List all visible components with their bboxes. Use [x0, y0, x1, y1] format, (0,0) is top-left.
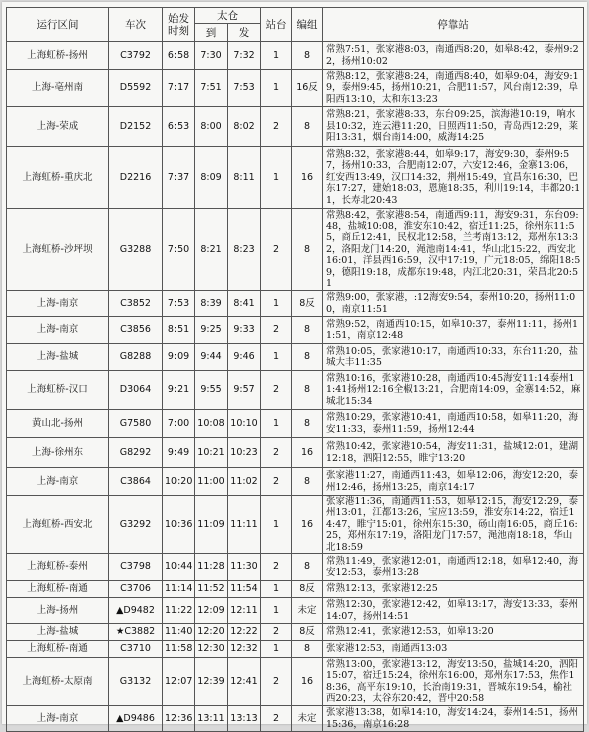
formation-cell: 8反	[292, 291, 323, 317]
table-row	[7, 658, 584, 706]
header-depart: 发	[228, 24, 261, 42]
route-cell: 上海-南京	[7, 706, 109, 732]
origin-time: 7:17	[163, 70, 195, 107]
route-cell: 上海-扬州	[7, 598, 109, 624]
platform-number: 1	[261, 641, 292, 658]
table-row	[7, 70, 584, 107]
stops-cell: 常熟10:29，张家港10:41，南通西10:58，如皋11:20，海安11:33，泰州11:59，扬州12:44	[323, 410, 584, 438]
table-body	[7, 42, 584, 732]
platform-number: 1	[261, 70, 292, 107]
taicang-depart: 9:57	[228, 371, 261, 410]
table-row	[7, 438, 584, 468]
origin-time: 10:20	[163, 468, 195, 496]
train-number: D5592	[109, 70, 163, 107]
taicang-depart: 9:33	[228, 317, 261, 344]
taicang-arrive: 11:52	[195, 581, 228, 598]
header-train: 车次	[109, 8, 163, 42]
train-number: G3288	[109, 209, 163, 291]
stops-cell: 常熟10:05，张家港10:17，南通西10:33，东台11:20，盐城大丰11:35	[323, 344, 584, 371]
platform-number: 1	[261, 344, 292, 371]
formation-cell: 8	[292, 107, 323, 147]
route-cell: 上海虹桥-太原南	[7, 658, 109, 706]
taicang-depart: 7:32	[228, 42, 261, 70]
taicang-arrive: 10:08	[195, 410, 228, 438]
formation-cell: 16	[292, 658, 323, 706]
taicang-depart: 12:32	[228, 641, 261, 658]
table-row	[7, 641, 584, 658]
train-number: G8292	[109, 438, 163, 468]
stops-cell: 常熟10:42，张家港10:54，海安11:31，盐城12:01，建湖12:18，泗阳12:55，睢宁13:20	[323, 438, 584, 468]
table-row	[7, 624, 584, 641]
stops-cell: 张家港11:36，南通西11:53，如皋12:15，海安12:29，泰州13:01，江都13:26，宝应13:59，淮安东14:22，宿迁14:47，睢宁15:01，徐州东15:30，砀山南16:05，商丘16:25，郑州东17:19，洛阳龙门17:57，渑池南18:18，华山北18:59	[323, 496, 584, 554]
header-formation: 编组	[292, 8, 323, 42]
taicang-arrive: 8:09	[195, 147, 228, 209]
train-number: D2216	[109, 147, 163, 209]
origin-time: 7:53	[163, 291, 195, 317]
taicang-arrive: 11:09	[195, 496, 228, 554]
platform-number: 2	[261, 209, 292, 291]
route-cell: 上海-荣成	[7, 107, 109, 147]
train-number: ▲D9486	[109, 706, 163, 732]
origin-time: 9:49	[163, 438, 195, 468]
table-row	[7, 468, 584, 496]
route-cell: 上海虹桥-西安北	[7, 496, 109, 554]
route-cell: 上海虹桥-南通	[7, 581, 109, 598]
platform-number: 1	[261, 291, 292, 317]
route-cell: 上海-南京	[7, 317, 109, 344]
stops-cell: 常熟10:16，张家港10:28，南通西10:45海安11:14泰州11:41扬州12:16全椒13:21，合肥南14:09，金寨14:52，麻城北15:34	[323, 371, 584, 410]
train-number: D2152	[109, 107, 163, 147]
taicang-depart: 8:41	[228, 291, 261, 317]
origin-time: 11:58	[163, 641, 195, 658]
stops-cell: 张家港12:53，南通西13:03	[323, 641, 584, 658]
train-number: C3864	[109, 468, 163, 496]
header-route: 运行区间	[7, 8, 109, 42]
formation-cell: 16反	[292, 70, 323, 107]
header-origin-time: 始发时刻	[163, 8, 195, 42]
taicang-arrive: 11:28	[195, 554, 228, 581]
taicang-arrive: 8:00	[195, 107, 228, 147]
platform-number: 2	[261, 317, 292, 344]
taicang-arrive: 12:20	[195, 624, 228, 641]
taicang-arrive: 10:21	[195, 438, 228, 468]
taicang-depart: 12:22	[228, 624, 261, 641]
table-row	[7, 317, 584, 344]
formation-cell: 8	[292, 554, 323, 581]
platform-number: 2	[261, 438, 292, 468]
taicang-depart: 7:53	[228, 70, 261, 107]
taicang-depart: 10:10	[228, 410, 261, 438]
formation-cell: 未定	[292, 706, 323, 732]
platform-number: 2	[261, 468, 292, 496]
train-number: ★C3882	[109, 624, 163, 641]
taicang-arrive: 11:00	[195, 468, 228, 496]
platform-number: 2	[261, 554, 292, 581]
formation-cell: 16	[292, 438, 323, 468]
train-number: C3856	[109, 317, 163, 344]
table-row	[7, 42, 584, 70]
taicang-arrive: 12:30	[195, 641, 228, 658]
train-number: C3710	[109, 641, 163, 658]
taicang-depart: 13:13	[228, 706, 261, 732]
taicang-depart: 10:23	[228, 438, 261, 468]
table-row	[7, 410, 584, 438]
taicang-depart: 8:23	[228, 209, 261, 291]
formation-cell: 8	[292, 641, 323, 658]
train-number: C3706	[109, 581, 163, 598]
train-number: D3064	[109, 371, 163, 410]
origin-time: 10:36	[163, 496, 195, 554]
platform-number: 2	[261, 706, 292, 732]
table-row	[7, 344, 584, 371]
header-stops: 停靠站	[323, 8, 584, 42]
route-cell: 上海-南京	[7, 468, 109, 496]
formation-cell: 8	[292, 468, 323, 496]
stops-cell: 常熟11:49，张家港12:01，南通西12:18，如皋12:40，海安12:53，泰州13:28	[323, 554, 584, 581]
stops-cell: 常熟8:21，张家港8:33，东台09:25，滨海港10:19，响水县10:32，连云港11:20，日照西11:50，青岛西12:29，莱阳13:31，烟台南14:00，威海14:25	[323, 107, 584, 147]
taicang-depart: 11:11	[228, 496, 261, 554]
table-header	[7, 8, 584, 42]
taicang-arrive: 9:25	[195, 317, 228, 344]
train-number: ▲D9482	[109, 598, 163, 624]
stops-cell: 常熟8:32，张家港8:44，如皋9:17，海安9:30，泰州9:57，扬州10:33，合肥南12:07，六安12:46，金寨13:06，红安西13:49，汉口14:32，荆州15:49，宜昌东16:30，巴东17:27，建始18:03，恩施18:35，利川19:14，丰都20:11，长寿北20:43	[323, 147, 584, 209]
route-cell: 上海虹桥-南通	[7, 641, 109, 658]
table-row	[7, 706, 584, 732]
taicang-depart: 11:54	[228, 581, 261, 598]
table-row	[7, 554, 584, 581]
header-taicang: 太仓	[195, 8, 261, 24]
stops-cell: 常熟12:13，张家港12:25	[323, 581, 584, 598]
taicang-depart: 12:11	[228, 598, 261, 624]
origin-time: 12:07	[163, 658, 195, 706]
stops-cell: 张家港13:38，如皋14:10，海安14:24，泰州14:51，扬州15:36，南京16:28	[323, 706, 584, 732]
taicang-arrive: 12:39	[195, 658, 228, 706]
route-cell: 上海-亳州南	[7, 70, 109, 107]
formation-cell: 8反	[292, 581, 323, 598]
route-cell: 上海-南京	[7, 291, 109, 317]
origin-time: 7:37	[163, 147, 195, 209]
stops-cell: 常熟9:00，张家港，:12海安9:54，泰州10:20，扬州11:00，南京11:51	[323, 291, 584, 317]
stops-cell: 常熟12:41，张家港12:53，如皋13:20	[323, 624, 584, 641]
platform-number: 2	[261, 624, 292, 641]
table-row	[7, 147, 584, 209]
route-cell: 黄山北-扬州	[7, 410, 109, 438]
taicang-depart: 11:30	[228, 554, 261, 581]
taicang-arrive: 12:09	[195, 598, 228, 624]
route-cell: 上海虹桥-泰州	[7, 554, 109, 581]
taicang-depart: 8:02	[228, 107, 261, 147]
taicang-depart: 9:46	[228, 344, 261, 371]
origin-time: 7:50	[163, 209, 195, 291]
train-number: C3792	[109, 42, 163, 70]
taicang-depart: 11:02	[228, 468, 261, 496]
origin-time: 9:09	[163, 344, 195, 371]
train-number: G8288	[109, 344, 163, 371]
formation-cell: 8	[292, 410, 323, 438]
table-row	[7, 598, 584, 624]
train-number: G3292	[109, 496, 163, 554]
route-cell: 上海虹桥-重庆北	[7, 147, 109, 209]
train-number: G7580	[109, 410, 163, 438]
header-platform: 站台	[261, 8, 292, 42]
formation-cell: 8	[292, 317, 323, 344]
origin-time: 9:21	[163, 371, 195, 410]
train-number: C3798	[109, 554, 163, 581]
timetable-sheet	[2, 2, 587, 730]
platform-number: 1	[261, 598, 292, 624]
table-row	[7, 291, 584, 317]
train-number: C3852	[109, 291, 163, 317]
platform-number: 2	[261, 371, 292, 410]
platform-number: 2	[261, 107, 292, 147]
stops-cell: 常熟12:30，张家港12:42，如皋13:17，海安13:33，泰州14:07，扬州14:51	[323, 598, 584, 624]
stops-cell: 常熟7:51，张家港8:03，南通西8:20，如皋8:42，泰州9:22，扬州10:02	[323, 42, 584, 70]
taicang-depart: 8:11	[228, 147, 261, 209]
taicang-depart: 12:41	[228, 658, 261, 706]
stops-cell: 张家港11:27，南通西11:43，如皋12:06，海安12:20，泰州12:46，扬州13:25，南京14:17	[323, 468, 584, 496]
route-cell: 上海-徐州东	[7, 438, 109, 468]
stops-cell: 常熟8:12，张家港8:24，南通西8:40，如皋9:04，海安9:19，泰州9:45，扬州10:21，合肥11:57，风台南12:39，阜阳西13:10，太和东13:23	[323, 70, 584, 107]
table-row	[7, 209, 584, 291]
origin-time: 11:14	[163, 581, 195, 598]
origin-time: 6:53	[163, 107, 195, 147]
formation-cell: 8	[292, 42, 323, 70]
origin-time: 11:22	[163, 598, 195, 624]
route-cell: 上海虹桥-沙坪坝	[7, 209, 109, 291]
formation-cell: 16	[292, 147, 323, 209]
route-cell: 上海虹桥-汉口	[7, 371, 109, 410]
table-row	[7, 581, 584, 598]
table-row	[7, 107, 584, 147]
taicang-arrive: 9:44	[195, 344, 228, 371]
platform-number: 1	[261, 581, 292, 598]
stops-cell: 常熟9:52，南通西10:15，如皋10:37，泰州11:11，扬州11:51，南京12:48	[323, 317, 584, 344]
table-row	[7, 496, 584, 554]
taicang-arrive: 8:39	[195, 291, 228, 317]
platform-number: 1	[261, 496, 292, 554]
formation-cell: 8	[292, 344, 323, 371]
table-row	[7, 371, 584, 410]
taicang-arrive: 7:30	[195, 42, 228, 70]
route-cell: 上海-盐城	[7, 624, 109, 641]
origin-time: 8:51	[163, 317, 195, 344]
taicang-arrive: 13:11	[195, 706, 228, 732]
formation-cell: 8	[292, 209, 323, 291]
platform-number: 1	[261, 147, 292, 209]
route-cell: 上海虹桥-扬州	[7, 42, 109, 70]
origin-time: 12:36	[163, 706, 195, 732]
formation-cell: 16	[292, 496, 323, 554]
train-number: G3132	[109, 658, 163, 706]
formation-cell: 未定	[292, 598, 323, 624]
platform-number: 1	[261, 410, 292, 438]
origin-time: 7:00	[163, 410, 195, 438]
taicang-arrive: 8:21	[195, 209, 228, 291]
taicang-arrive: 7:51	[195, 70, 228, 107]
stops-cell: 常熟8:42，张家港8:54，南通西9:11，海安9:31，东台09:48，盐城10:08，淮安东10:42，宿迁11:25，徐州东11:55，商丘12:41，民权北12:58，兰考南13:12，郑州东13:32，洛阳龙门14:20，渑池南14:41，华山北15:22，西安北16:01，洋县西16:59，汉中17:19，广元18:05，绵阳18:59，德阳19:18，成都东19:48，内江北20:31，荣昌北20:51	[323, 209, 584, 291]
header-arrive: 到	[195, 24, 228, 42]
origin-time: 6:58	[163, 42, 195, 70]
formation-cell: 8	[292, 371, 323, 410]
platform-number: 1	[261, 42, 292, 70]
timetable	[6, 7, 584, 732]
origin-time: 10:44	[163, 554, 195, 581]
stops-cell: 常熟13:00，张家港13:12，海安13:50，盐城14:20，泗阳15:07，宿迁15:24，徐州东16:00，郑州东17:53，焦作18:36，高平东19:10，长治南19:31，晋城东19:54，榆社西20:23，太谷东20:42，晋中20:58	[323, 658, 584, 706]
route-cell: 上海-盐城	[7, 344, 109, 371]
taicang-arrive: 9:55	[195, 371, 228, 410]
platform-number: 2	[261, 658, 292, 706]
formation-cell: 8反	[292, 624, 323, 641]
origin-time: 11:40	[163, 624, 195, 641]
